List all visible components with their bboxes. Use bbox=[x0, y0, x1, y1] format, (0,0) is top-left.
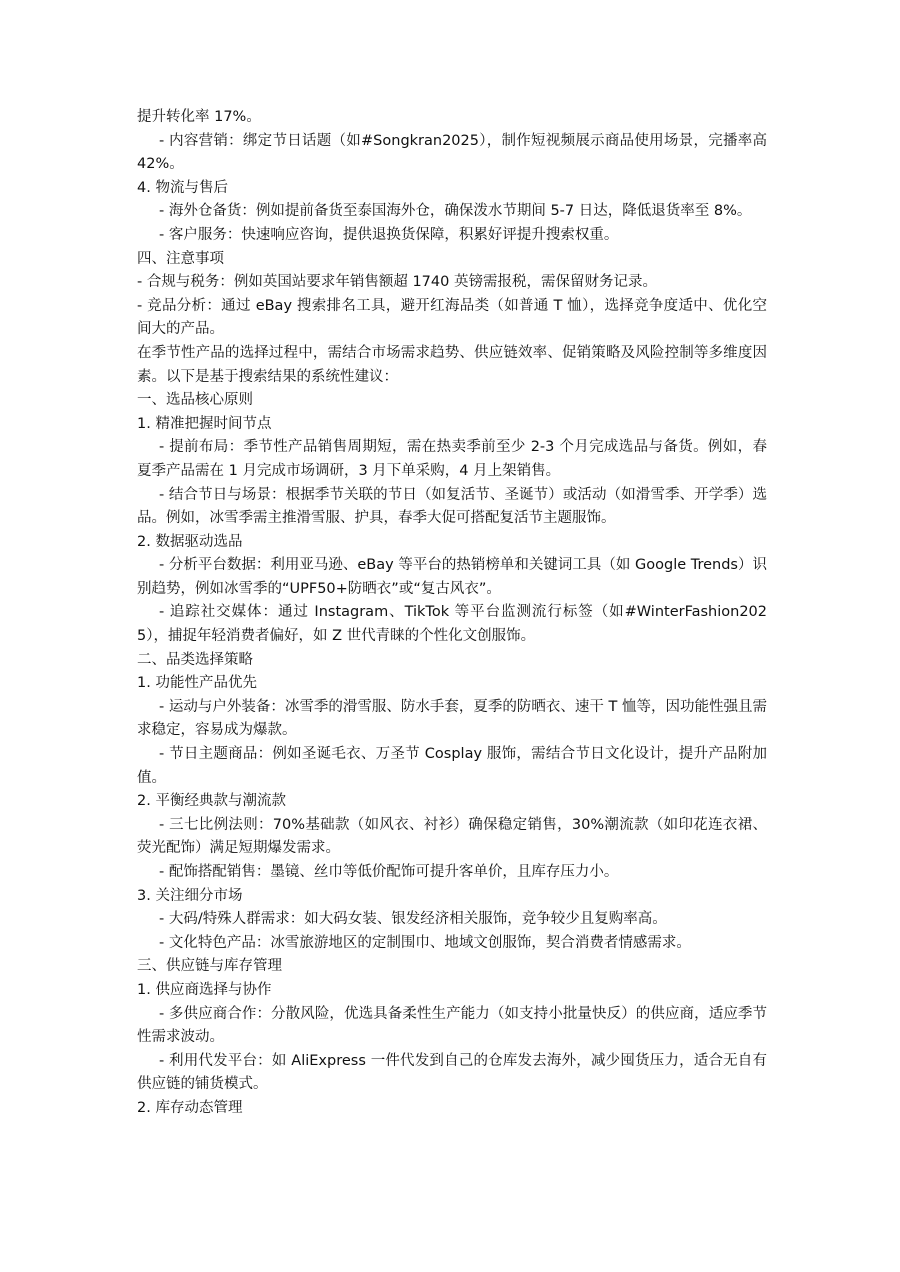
bullet-item: - 竞品分析：通过 eBay 搜索排名工具，避开红海品类（如普通 T 恤），选择竞争度适中、优化空间大的产品。 bbox=[137, 297, 767, 338]
bullet-item: - 结合节日与场景：根据季节关联的节日（如复活节、圣诞节）或活动（如滑雪季、开学季）选品。例如，冰雪季需主推滑雪服、护具，春季大促可搭配复活节主题服饰。 bbox=[137, 486, 767, 527]
bullet-item: - 追踪社交媒体：通过 Instagram、TikTok 等平台监测流行标签（如#WinterFashion2025），捕捉年轻消费者偏好，如 Z 世代青睐的个性化文创服饰。 bbox=[137, 604, 767, 645]
bullet-item: - 海外仓备货：例如提前备货至泰国海外仓，确保泼水节期间 5-7 日达，降低退货率至 8%。 bbox=[159, 203, 752, 220]
subheading: 2. 数据驱动选品 bbox=[137, 533, 243, 550]
bullet-item: - 三七比例法则：70%基础款（如风衣、衬衫）确保稳定销售，30%潮流款（如印花连衣裙、荧光配饰）满足短期爆发需求。 bbox=[137, 816, 767, 857]
section-heading: 四、注意事项 bbox=[137, 250, 224, 267]
bullet-item: - 提前布局：季节性产品销售周期短，需在热卖季前至少 2-3 个月完成选品与备货。例如，春夏季产品需在 1 月完成市场调研，3 月下单采购，4 月上架销售。 bbox=[137, 439, 767, 479]
subheading: 1. 精准把握时间节点 bbox=[137, 415, 272, 432]
bullet-item: - 内容营销：绑定节日话题（如#Songkran2025），制作短视频展示商品使用场景，完播率高 42%。 bbox=[137, 132, 767, 173]
subheading: 1. 供应商选择与协作 bbox=[137, 981, 272, 998]
text-line: 提升转化率 17%。 bbox=[137, 109, 261, 125]
subheading: 2. 平衡经典款与潮流款 bbox=[137, 793, 286, 810]
intro-paragraph: 在季节性产品的选择过程中，需结合市场需求趋势、供应链效率、促销策略及风险控制等多维度因素。以下是基于搜索结果的系统性建议： bbox=[137, 344, 767, 385]
bullet-item: - 文化特色产品：冰雪旅游地区的定制围巾、地域文创服饰，契合消费者情感需求。 bbox=[159, 934, 691, 951]
subheading: 2. 库存动态管理 bbox=[137, 1099, 243, 1116]
bullet-item: - 利用代发平台：如 AliExpress 一件代发到自己的仓库发去海外，减少囤货压力，适合无自有供应链的铺货模式。 bbox=[137, 1052, 767, 1093]
section-heading: 二、品类选择策略 bbox=[137, 651, 253, 668]
bullet-item: - 大码/特殊人群需求：如大码女装、银发经济相关服饰，竞争较少且复购率高。 bbox=[159, 911, 667, 928]
section-heading: 一、选品核心原则 bbox=[137, 392, 253, 409]
bullet-item: - 配饰搭配销售：墨镜、丝巾等低价配饰可提升客单价，且库存压力小。 bbox=[159, 864, 619, 880]
bullet-item: - 分析平台数据：利用亚马逊、eBay 等平台的热销榜单和关键词工具（如 Google Trends）识别趋势，例如冰雪季的“UPF50+防晒衣”或“复古风衣”。 bbox=[137, 557, 767, 597]
subheading: 4. 物流与售后 bbox=[137, 179, 228, 196]
bullet-item: - 运动与户外装备：冰雪季的滑雪服、防水手套，夏季的防晒衣、速干 T 恤等，因功能性强且需求稳定，容易成为爆款。 bbox=[137, 698, 767, 739]
section-heading: 三、供应链与库存管理 bbox=[137, 958, 282, 975]
bullet-item: - 多供应商合作：分散风险，优选具备柔性生产能力（如支持小批量快反）的供应商，适应季节性需求波动。 bbox=[137, 1005, 767, 1046]
subheading: 3. 关注细分市场 bbox=[137, 887, 243, 904]
subheading: 1. 功能性产品优先 bbox=[137, 675, 257, 692]
bullet-item: - 合规与税务：例如英国站要求年销售额超 1740 英镑需报税，需保留财务记录。 bbox=[137, 274, 657, 291]
bullet-item: - 节日主题商品：例如圣诞毛衣、万圣节 Cosplay 服饰，需结合节日文化设计，提升产品附加值。 bbox=[137, 746, 767, 786]
document-body bbox=[137, 106, 767, 1121]
bullet-item: - 客户服务：快速响应咨询，提供退换货保障，积累好评提升搜索权重。 bbox=[159, 226, 619, 243]
